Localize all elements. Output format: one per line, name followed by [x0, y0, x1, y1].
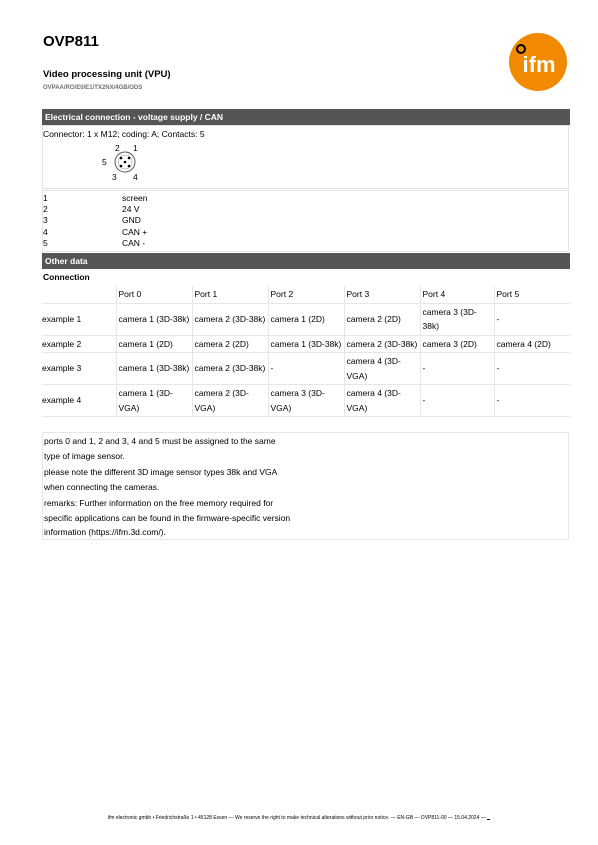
port-header: Port 0 [116, 286, 192, 303]
pin-number: 2 [43, 204, 48, 214]
example-label: example 3 [42, 353, 116, 385]
port-header: Port 5 [494, 286, 570, 303]
port-header: Port 3 [344, 286, 420, 303]
table-cell: - [494, 385, 570, 417]
table-cell: camera 2 (3D-38k) [192, 353, 268, 385]
pin-number: 5 [43, 238, 48, 248]
connection-label: Connection [43, 272, 90, 282]
table-row [42, 353, 570, 385]
pin-row [43, 215, 443, 226]
example-label: example 1 [42, 303, 116, 335]
pin-number: 4 [43, 227, 48, 237]
table-row [42, 335, 570, 353]
note-line: ports 0 and 1, 2 and 3, 4 and 5 must be assigned to the same [44, 436, 276, 446]
pin-row [43, 193, 443, 204]
logo-text: ifm [522, 52, 556, 77]
table-cell: camera 2 (3D-38k) [344, 335, 420, 353]
pin-number: 1 [43, 193, 48, 203]
table-cell: camera 4 (3D-VGA) [344, 353, 420, 385]
note-line: please note the different 3D image sensor types 38k and VGA [44, 467, 278, 477]
pin-function: 24 V [122, 204, 140, 214]
page-footer [0, 813, 598, 821]
product-subtitle: Video processing unit (VPU) [43, 69, 171, 80]
table-row [42, 303, 570, 335]
table-cell: - [494, 303, 570, 335]
notes-box [42, 432, 569, 540]
table-cell: camera 1 (3D-38k) [268, 335, 344, 353]
pin-label: 5 [102, 157, 107, 167]
pin-label: 2 [115, 143, 120, 153]
connection-table [42, 286, 570, 417]
port-header: Port 2 [268, 286, 344, 303]
table-header-row [42, 286, 570, 303]
pin-function: GND [122, 215, 141, 225]
note-line: remarks: Further information on the free memory required for [44, 498, 274, 508]
product-title: OVP811 [43, 33, 99, 50]
table-cell: camera 1 (3D-VGA) [116, 385, 192, 417]
pin-function: CAN + [122, 227, 148, 237]
article-code: OVPAA/RO/E0/E1/TX2NX/4GB/ODS [43, 85, 143, 91]
pin-label: 3 [112, 172, 117, 182]
table-cell: - [494, 353, 570, 385]
pin-function: screen [122, 193, 148, 203]
pin-label: 1 [133, 143, 138, 153]
table-corner-cell [42, 286, 116, 303]
table-cell: - [420, 353, 494, 385]
note-line: type of image sensor. [44, 451, 125, 461]
electrical-section-header: Electrical connection - voltage supply / CAN [42, 109, 570, 125]
table-cell: - [420, 385, 494, 417]
port-header: Port 4 [420, 286, 494, 303]
table-cell: camera 2 (2D) [344, 303, 420, 335]
table-cell: camera 3 (3D-38k) [420, 303, 494, 335]
note-line: information (https://ifm.3d.com/). [44, 527, 166, 537]
table-row [42, 385, 570, 417]
note-line: specific applications can be found in the firmware-specific version [44, 513, 291, 523]
table-cell: camera 1 (2D) [116, 335, 192, 353]
table-cell: camera 1 (3D-38k) [116, 303, 192, 335]
table-cell: camera 2 (3D-VGA) [192, 385, 268, 417]
pin-row [43, 238, 443, 249]
port-header: Port 1 [192, 286, 268, 303]
pin-row [43, 204, 443, 215]
table-cell: camera 4 (3D-VGA) [344, 385, 420, 417]
pin-row [43, 227, 443, 238]
table-cell: camera 3 (2D) [420, 335, 494, 353]
note-line: when connecting the cameras. [44, 482, 160, 492]
footer-text: ifm electronic gmbh • Friedrichstraße 1 • 45128 Essen — We reserve the right to make technical alterations without prior notice. — EN-GB — OVP811-00 — 15.04.2024 — [107, 815, 486, 821]
connector-text: Connector: 1 x M12; coding: A; Contacts: 5 [43, 129, 205, 139]
pin-function: CAN - [122, 238, 146, 248]
pin-number: 3 [43, 215, 48, 225]
other-data-section-header: Other data [42, 253, 570, 269]
table-cell: camera 1 (2D) [268, 303, 344, 335]
table-cell: camera 3 (3D-VGA) [268, 385, 344, 417]
example-label: example 2 [42, 335, 116, 353]
footer-icon [487, 813, 490, 820]
ifm-logo [509, 33, 567, 91]
table-cell: - [268, 353, 344, 385]
pin-label: 4 [133, 172, 138, 182]
example-label: example 4 [42, 385, 116, 417]
table-cell: camera 2 (3D-38k) [192, 303, 268, 335]
table-cell: camera 2 (2D) [192, 335, 268, 353]
m12-connector-diagram [98, 143, 142, 183]
table-cell: camera 4 (2D) [494, 335, 570, 353]
table-cell: camera 1 (3D-38k) [116, 353, 192, 385]
